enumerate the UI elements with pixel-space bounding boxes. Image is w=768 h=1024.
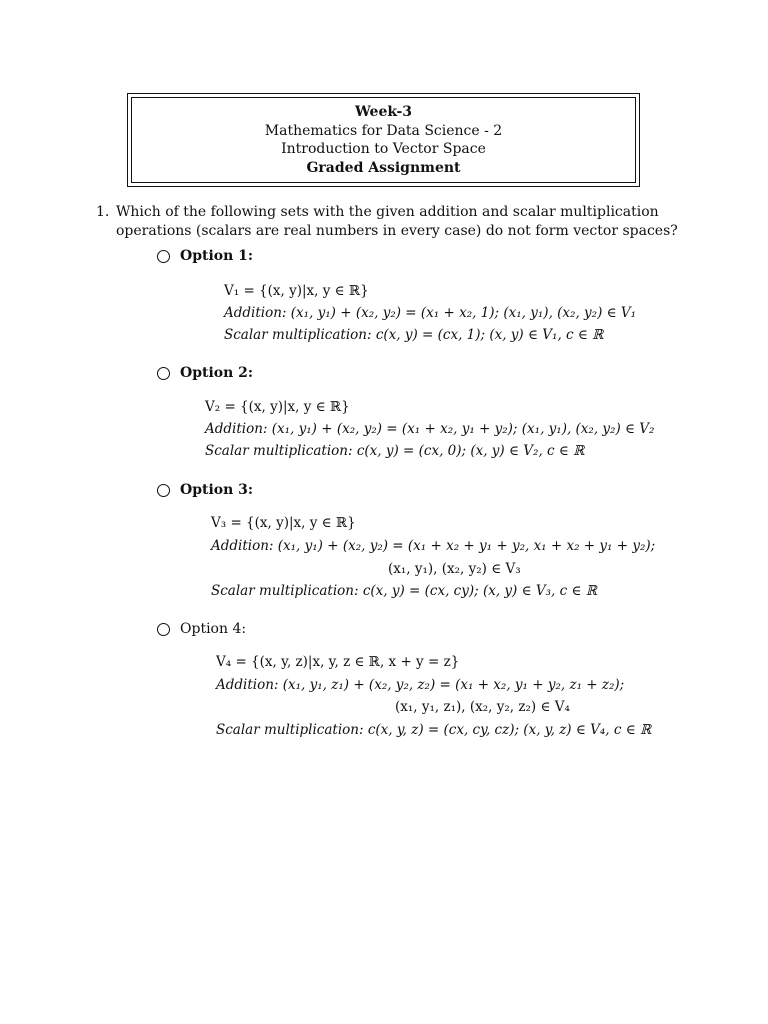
option-1-addition-text: Addition: (x₁, y₁) + (x₂, y₂) = (x₁ + x₂, 1); (x₁, y₁), (x₂, y₂) ∈ V₁ <box>224 305 637 321</box>
option-4-label: Option 4: <box>180 621 247 637</box>
assignment-title: Graded Assignment <box>306 159 461 176</box>
option-2-addition-text: Addition: (x₁, y₁) + (x₂, y₂) = (x₁ + x₂, y₁ + y₂); (x₁, y₁), (x₂, y₂) ∈ V₂ <box>205 421 655 437</box>
option-1-scalar-text: Scalar multiplication: c(x, y) = (cx, 1); (x, y) ∈ V₁, c ∈ ℝ <box>224 327 604 343</box>
option-3-addition-text: Addition: (x₁, y₁) + (x₂, y₂) = (x₁ + x₂ + y₁ + y₂, x₁ + x₂ + y₁ + y₂); <box>211 538 656 554</box>
question-number: 1. <box>96 204 110 220</box>
option-1-radio[interactable] <box>157 250 170 263</box>
option-2-scalar <box>205 442 584 460</box>
option-2[interactable] <box>157 364 253 382</box>
option-3-scalar <box>211 582 597 600</box>
option-4-set: V₄ = {(x, y, z)|x, y, z ∈ ℝ, x + y = z} <box>216 654 460 670</box>
week-title: Week-3 <box>354 104 413 120</box>
option-4-scalar-text: Scalar multiplication: c(x, y, z) = (cx, cy, cz); (x, y, z) ∈ V₄, c ∈ ℝ <box>216 722 652 738</box>
option-4-addition-text: Addition: (x₁, y₁, z₁) + (x₂, y₂, z₂) = (x₁ + x₂, y₁ + y₂, z₁ + z₂); <box>216 677 625 693</box>
option-4-scalar <box>216 721 651 739</box>
option-1-set: V₁ = {(x, y)|x, y ∈ ℝ} <box>224 283 369 299</box>
option-3-radio[interactable] <box>157 484 170 497</box>
option-3-addition <box>211 537 655 555</box>
option-4-radio[interactable] <box>157 623 170 636</box>
option-3-set: V₃ = {(x, y)|x, y ∈ ℝ} <box>211 515 356 531</box>
title-box-inner <box>131 97 636 183</box>
option-1[interactable] <box>157 247 253 265</box>
option-1-label: Option 1: <box>180 248 254 264</box>
option-2-addition <box>205 420 654 438</box>
option-3[interactable] <box>157 481 253 499</box>
option-4-addition-cont: (x₁, y₁, z₁), (x₂, y₂, z₂) ∈ V₄ <box>395 699 570 715</box>
question-text: Which of the following sets with the given addition and scalar multiplication operations (scalars are real numbers in every case) do not form vector spaces? <box>116 204 678 239</box>
option-2-label: Option 2: <box>180 365 254 381</box>
option-1-scalar <box>224 326 603 344</box>
option-3-scalar-text: Scalar multiplication: c(x, y) = (cx, cy); (x, y) ∈ V₃, c ∈ ℝ <box>211 583 597 599</box>
option-4-addition <box>216 676 624 694</box>
course-title: Mathematics for Data Science - 2 <box>264 122 503 139</box>
option-2-scalar-text: Scalar multiplication: c(x, y) = (cx, 0); (x, y) ∈ V₂, c ∈ ℝ <box>205 443 585 459</box>
option-1-addition <box>224 304 636 322</box>
option-2-radio[interactable] <box>157 367 170 380</box>
title-box <box>127 93 640 187</box>
option-4[interactable] <box>157 620 246 638</box>
topic-title: Introduction to Vector Space <box>281 141 486 157</box>
option-3-label: Option 3: <box>180 482 254 498</box>
option-3-addition-cont: (x₁, y₁), (x₂, y₂) ∈ V₃ <box>388 561 521 577</box>
option-2-set: V₂ = {(x, y)|x, y ∈ ℝ} <box>205 399 350 415</box>
